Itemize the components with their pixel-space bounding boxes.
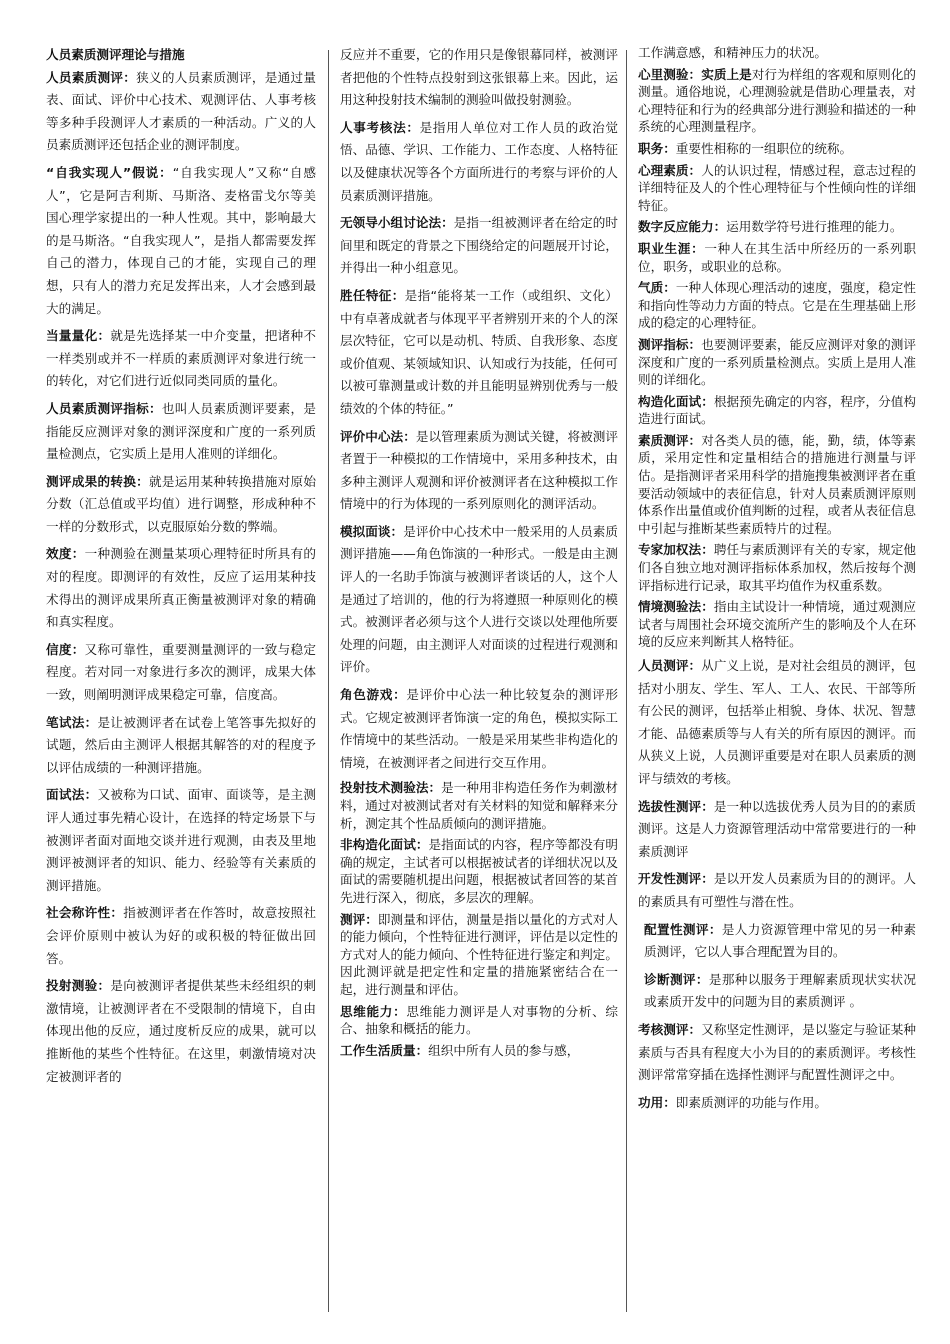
definition-entry <box>46 471 316 539</box>
definition-entry <box>46 712 316 780</box>
definition-entry <box>340 1042 618 1060</box>
definition-text: 从广义上说，是对社会组员的测评，包括对小朋友、学生、军人、工人、农民、干部等所有公民的测评，包括举止相貌、身体、状况、智慧才能、品德素质等与人有关的所有原因的测评。而从狭义上说，人员测评重要是对在职人员素质的测评与绩效的考核。 <box>638 658 917 786</box>
definition-entry <box>340 521 618 679</box>
definition-text: 是一种以选拔优秀人员为目的的素质测评。这是人力资源管理活动中常常要进行的一种素质测评 <box>638 798 917 859</box>
definition-term: 测评指标： <box>638 336 702 352</box>
definition-entry <box>638 432 916 538</box>
definition-text: 是让被测评者在试卷上笔答事先拟好的试题，然后由主测评人根据其解答的对的程度予以评估成绩的一种测评措施。 <box>46 714 317 775</box>
definition-term: 思维能力： <box>340 1003 407 1019</box>
definition-term: 笔试法： <box>46 714 98 730</box>
definition-term: 构造化面试： <box>638 393 714 409</box>
column-divider <box>328 50 329 1312</box>
definition-entry <box>638 140 916 158</box>
definition-text: 重要性相称的一组职位的统称。 <box>675 140 853 156</box>
definition-text: 又称坚定性测评，是以鉴定与验证某种素质与否具有程度大小为目的的素质测评。考核性测评常常穿插在选择性测评与配置性测评之中。 <box>638 1021 917 1083</box>
definition-entry <box>638 240 916 275</box>
definition-entry <box>340 212 618 280</box>
definition-text: 一种人在其生活中所经历的一系列职位，职务，或职业的总称。 <box>638 240 917 274</box>
definition-text: 对行为样组的客观和原则化的测量。通俗地说，心理测验就是借助心理量表，对心理特征和行为的经典部分进行测验和描述的一种系统的心理测量程序。 <box>638 66 917 135</box>
definition-entry <box>340 779 618 832</box>
document-page <box>46 44 916 1314</box>
definition-text: 即测量和评估，测量是指以量化的方式对人的能力倾向，个性特征进行测评，评估是以定性的方式对人的能力倾向、个性特征进行鉴定和判定。因此测评就是把定性和定量的措施紧密结合在一起，进行测量和评估。 <box>340 911 619 997</box>
column-1 <box>46 44 316 1093</box>
definition-text: 是那种以服务于理解素质现状实状况或素质开发中的问题为目的素质测评 。 <box>644 971 917 1010</box>
definition-entry <box>340 426 618 516</box>
definition-text: 是指面试的内容，程序等都没有明确的规定，主试者可以根据被试者的详细状况以及面试的需要随机提出问题，根据被试者回答的某首先进行深入，彻底，多层次的理解。 <box>340 837 619 905</box>
definition-entry <box>46 784 316 897</box>
definition-text: 又称可靠性，重要测量测评的一致与稳定程度。若对同一对象进行多次的测评，成果大体一致，则阐明测评成果稳定可靠，信度高。 <box>46 641 317 703</box>
definition-term: 配置性测评： <box>644 921 722 937</box>
definition-entry <box>638 868 916 913</box>
definition-text: 是指“能将某一工作（或组织、文化）中有卓著成就者与体现平平者辨别开来的个人的深层次特征，它可以是动机、特质、自我形象、态度或价值观、某领域知识、认知或行为技能，任何可以被可靠测量或计数的并且能明显辨别优秀与一般绩效的个体的特征。” <box>340 287 618 416</box>
definition-text: 反应并不重要，它的作用只是像银幕同样，被测评者把他的个性特点投射到这张银幕上来。因此，运用这种投射技术编制的测验叫做投射测验。 <box>340 47 618 108</box>
definition-text: 是评价中心技术中一般采用的人员素质测评措施——角色饰演的一种形式。一般是由主测评人的一名助手饰演与被测评者谈话的人，这个人是通过了培训的，他的行为将遵照一种原则化的模式。被测评者必须与这个人进行交谈以处理他所要处理的问题，由主测评人对面谈的过程进行观测和评价。 <box>340 523 619 675</box>
column-divider <box>626 50 627 1312</box>
definition-entry <box>638 336 916 389</box>
definition-term: 数字反应能力： <box>638 219 727 235</box>
definition-entry <box>340 836 618 906</box>
definition-entry <box>46 67 316 157</box>
definition-entry <box>340 1003 618 1038</box>
definition-entry <box>340 44 618 112</box>
definition-entry <box>46 639 316 707</box>
definition-entry <box>638 66 916 136</box>
definition-entry <box>46 162 316 320</box>
definition-text: 思维能力测评是人对事物的分析、综合、抽象和概括的能力。 <box>340 1003 619 1037</box>
definition-term: 功用： <box>638 1094 676 1110</box>
definition-term: 人事考核法： <box>340 119 420 135</box>
definition-term: 人员测评： <box>638 658 702 673</box>
definition-term: 信度： <box>46 641 85 657</box>
definition-term: 诊断测评： <box>644 971 709 987</box>
definition-text: 对各类人员的德，能，勤，绩，体等素质，采用定性和定量相结合的措施进行测量与评估。是指测评者采用科学的措施搜集被测评者在重要活动领域中的表征信息，针对人员素质测评原则体系作出量值或价值判断的过程，或者从表征信息中引起与推断某些素质特片的过程。 <box>638 432 917 536</box>
definition-term: 角色游戏： <box>340 687 407 703</box>
definition-term: 非构造化面试： <box>340 837 429 853</box>
definition-text: 根据预先确定的内容，程序，分值构造进行面试。 <box>638 393 917 427</box>
definition-entry <box>46 975 316 1088</box>
definition-text: 是人力资源管理中常见的另一种素质测评，它以人事合理配置为目的。 <box>644 921 917 960</box>
definition-term: 胜任特征： <box>340 287 405 303</box>
definition-text: 就是先选择某一中介变量，把诸种不一样类别或并不一样质的素质测评对象进行统一的转化，对它们进行近似同类同质的量化。 <box>46 328 317 389</box>
definition-entry <box>638 796 916 864</box>
definition-entry <box>638 598 916 651</box>
definition-text: 即素质测评的功能与作用。 <box>675 1094 827 1110</box>
definition-text: 是评价中心法一种比较复杂的测评形式。它规定被测评者饰演一定的角色，模拟实际工作情境中的某些活动。一般是采用某些非构造化的情境，在被测评者之间进行交互作用。 <box>340 687 619 770</box>
definition-entry <box>46 325 316 393</box>
definition-text: “自我实现人”又称“自感人”，它是阿吉利斯、马斯洛、麦格雷戈尔等美国心理学家提出的一种人性观。其中，影响最大的是马斯洛。“自我实现人”，是指人都需要发挥自己的潜力，体现自己的才能，实现自己的理想，只有人的潜力充足发挥出来，人才会感到最大的满足。 <box>46 164 316 316</box>
definition-text: 也要测评要素，能反应测评对象的测评深度和广度的一系列质量检测点。实质上是用人准则的详细化。 <box>638 336 917 388</box>
document-title: 人员素质测评理论与措施 <box>46 47 185 62</box>
definition-entry <box>340 117 618 207</box>
definition-term: 人员素质测评指标： <box>46 400 162 416</box>
definition-entry <box>638 44 916 62</box>
definition-text: 人的认识过程，情感过程，意志过程的详细特征及人的个性心理特征与个性倾向性的详细特征。 <box>638 162 917 213</box>
definition-text: 一种测验在测量某项心理特征时所具有的对的程度。即测评的有效性，反应了运用某种技术得出的测评成果所真正衡量被测评对象的精确和真实程度。 <box>46 546 317 630</box>
definition-entry <box>46 398 316 466</box>
definition-term: 效度： <box>46 546 85 562</box>
definition-text: 是一种用非构造任务作为刺激材料，通过对被测试者对有关材料的知觉和解释来分析，测定其个性品质倾向的测评措施。 <box>340 780 619 831</box>
definition-text: 就是运用某种转换措施对原始分数（汇总值或平均值）进行调整，形成种种不一样的分数形式，以克服原始分数的弊端。 <box>46 473 317 534</box>
definition-text: 又被称为口试、面审、面谈等，是主测评人通过事先精心设计，在选择的特定场景下与被测评者面对面地交谈并进行观测，由表及里地测评被测评者的知识、能力、经验等有关素质的测评措施。 <box>46 787 317 893</box>
definition-term: 选拔性测评： <box>638 798 714 814</box>
definition-entry <box>638 541 916 594</box>
definition-entry <box>638 1019 916 1087</box>
definition-text: 运用数学符号进行推理的能力。 <box>726 219 903 235</box>
definition-term: 情境测验法： <box>638 599 714 615</box>
definition-term: 模拟面谈： <box>340 523 404 539</box>
definition-term: 社会称许性： <box>46 905 124 921</box>
definition-term: 专家加权法： <box>638 542 714 558</box>
definition-entry <box>638 218 916 236</box>
definition-text: 也叫人员素质测评要素，是指能反应测评对象的测评深度和广度的一系列质量检测点，它实质上是用人准则的详细化。 <box>46 400 317 462</box>
definition-text: 是向被测评者提供某些未经组织的刺激情境，让被测评者在不受限制的情境下，自由体现出他的反应，通过度析反应的成果，就可以推断他的某些个性特征。在这里，刺激情境对决定被测评者的 <box>46 978 317 1084</box>
definition-entry <box>46 902 316 970</box>
definition-term: 当量量化： <box>46 328 111 344</box>
definition-entry <box>340 911 618 999</box>
definition-entry <box>46 543 316 633</box>
definition-text: 聘任与素质测评有关的专家，规定他们各自独立地对测评指标体系加权，然后按每个测评指标进行记录，取其平均值作为权重系数。 <box>638 542 917 593</box>
definition-text: 狭义的人员素质测评，是通过量表、面试、评价中心技术、观测评估、人事考核等多种手段测评人才素质的一种活动。广义的人员素质测评还包括企业的测评制度。 <box>46 69 317 153</box>
definition-term: 心里测验：实质上是 <box>638 66 752 82</box>
definition-term: 职业生涯： <box>638 240 705 256</box>
definition-term: 气质： <box>638 280 676 296</box>
definition-term: 人员素质测评： <box>46 69 137 85</box>
definition-term: 考核测评： <box>638 1021 702 1037</box>
definition-text: 是指用人单位对工作人员的政治觉悟、品德、学识、工作能力、工作态度、人格特征以及健康状况等各个方面所进行的考察与评价的人员素质测评措施。 <box>340 119 619 203</box>
definition-term: 投射技术测验法： <box>340 780 442 796</box>
definition-entry <box>638 1092 916 1115</box>
definition-text: 指由主试设计一种情境，通过观测应试者与周围社会环境交流所产生的影响及个人在环境的反应来判断其人格特征。 <box>638 599 917 650</box>
definition-term: 无领导小组讨论法： <box>340 215 454 231</box>
definition-entry <box>638 919 916 964</box>
definition-text: 组织中所有人员的参与感， <box>428 1042 580 1058</box>
definition-term: 评价中心法： <box>340 428 416 444</box>
definition-entry <box>638 162 916 215</box>
definition-term: 投射测验： <box>46 978 111 994</box>
definition-entry <box>638 393 916 428</box>
definition-entry <box>638 655 916 791</box>
definition-term: 测评： <box>340 911 378 927</box>
definition-term: 面试法： <box>46 787 98 803</box>
definition-term: “自我实现人”假说： <box>46 164 173 180</box>
column-2 <box>340 44 618 1063</box>
definition-term: 测评成果的转换： <box>46 473 149 489</box>
definition-entry <box>340 684 618 774</box>
column-3 <box>638 44 916 1119</box>
definition-text: 指被测评者在作答时，故意按照社会评价原则中被认为好的或积极的特征做出回答。 <box>46 905 317 966</box>
definition-entry <box>638 969 916 1014</box>
definition-entry <box>340 285 618 421</box>
definition-text: 工作满意感，和精神压力的状况。 <box>638 45 827 60</box>
definition-term: 素质测评： <box>638 432 702 448</box>
definition-term: 心理素质： <box>638 162 702 178</box>
definition-term: 开发性测评： <box>638 871 714 887</box>
definition-text: 是以管理素质为测试关键，将被测评者置于一种模拟的工作情境中，采用多种技术，由多种主测评人观测和评价被测评者在这种模拟工作情境中的行为体现的一系列原则化的测评活动。 <box>340 428 619 512</box>
definition-text: 是指一组被测评者在给定的时间里和既定的背景之下围绕给定的问题展开讨论，并得出一种小组意见。 <box>340 215 619 276</box>
definition-term: 职务： <box>638 140 676 156</box>
definition-text: 是以开发人员素质为目的的测评。人的素质具有可塑性与潜在性。 <box>638 871 917 909</box>
definition-term: 工作生活质量： <box>340 1042 429 1058</box>
definition-text: 一种人体现心理活动的速度，强度，稳定性和指向性等动力方面的特点。它是在生理基础上形成的稳定的心理特征。 <box>638 280 917 331</box>
definition-entry <box>638 279 916 332</box>
